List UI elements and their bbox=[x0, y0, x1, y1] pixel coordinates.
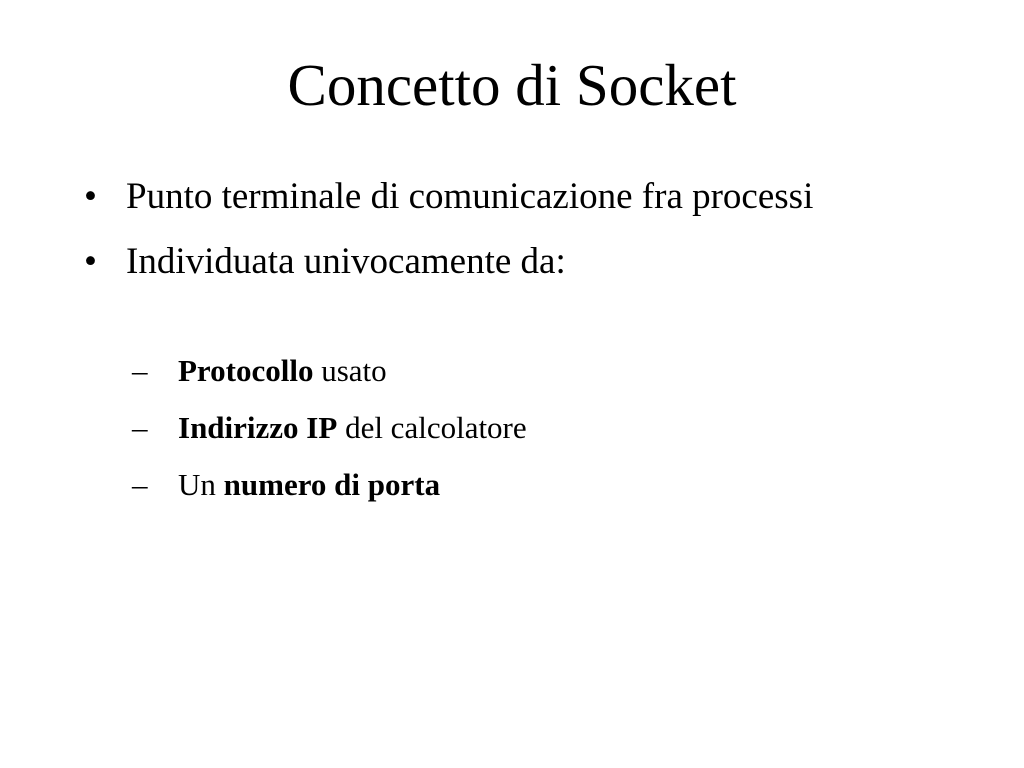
bullet-text: Punto terminale di comunicazione fra processi bbox=[126, 176, 814, 217]
sub-item-rest-text: del calcolatore bbox=[337, 410, 527, 445]
sub-item-numero-porta bbox=[132, 466, 832, 504]
sub-marker: – bbox=[132, 467, 148, 502]
sub-item-lead-text: Un bbox=[178, 467, 224, 502]
bullet-marker: • bbox=[84, 176, 97, 217]
sub-item-rest-text: usato bbox=[313, 353, 387, 388]
sub-marker: – bbox=[132, 410, 148, 445]
bullet-list bbox=[84, 174, 844, 304]
sub-item-protocollo bbox=[132, 352, 832, 390]
sub-item-bold-text: Indirizzo IP bbox=[178, 410, 338, 445]
sub-item-indirizzo-ip bbox=[132, 409, 832, 447]
bullet-item-punto-terminale bbox=[84, 174, 844, 219]
bullet-item-individuata bbox=[84, 239, 844, 284]
sub-item-bold-text: Protocollo bbox=[178, 353, 314, 388]
sub-item-bold-text: numero di porta bbox=[223, 467, 441, 502]
sub-list bbox=[132, 352, 832, 523]
bullet-marker: • bbox=[84, 241, 97, 282]
sub-marker: – bbox=[132, 353, 148, 388]
slide-title: Concetto di Socket bbox=[287, 52, 737, 118]
bullet-text: Individuata univocamente da: bbox=[126, 241, 566, 282]
